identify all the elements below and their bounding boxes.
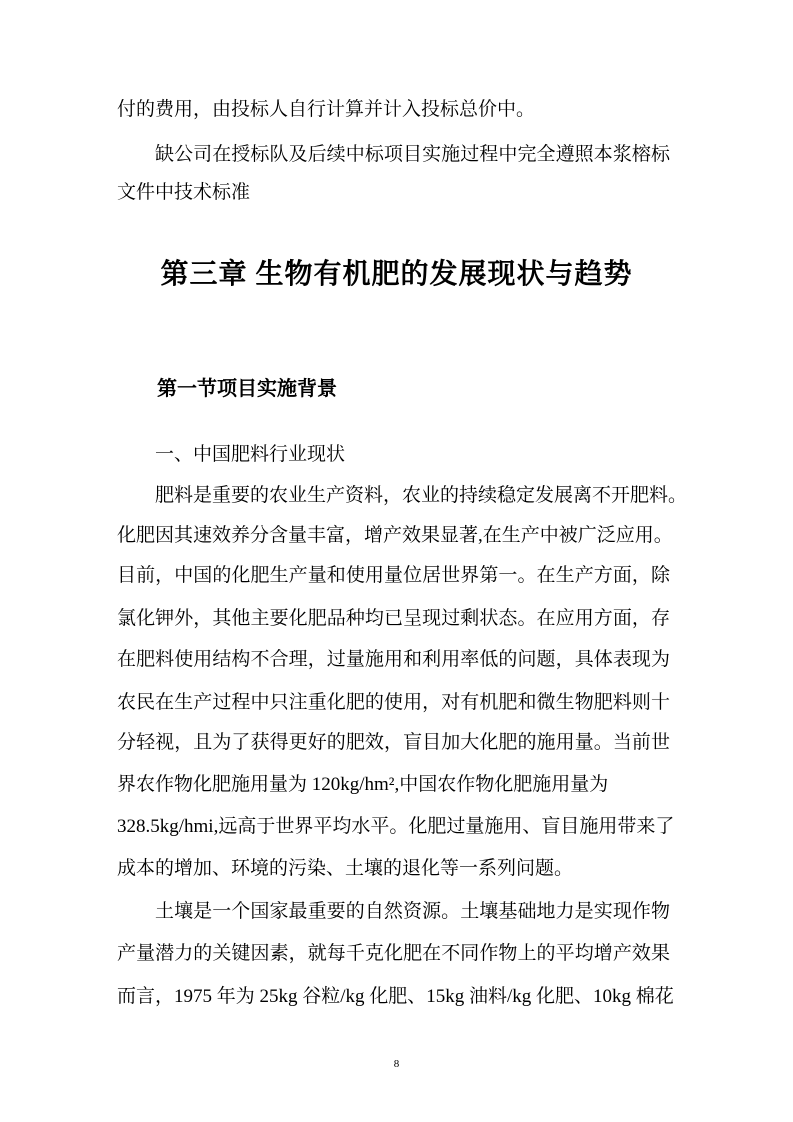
body-line: 而言，1975 年为 25kg 谷粒/kg 化肥、15kg 油料/kg 化肥、10kg 棉花 <box>117 986 674 1007</box>
chapter-title: 第三章 生物有机肥的发展现状与趋势 <box>160 259 633 290</box>
body-line: 肥料是重要的农业生产资料，农业的持续稳定发展离不开肥料。 <box>155 485 688 506</box>
body-line: 产量潜力的关键因素，就每千克化肥在不同作物上的平均增产效果 <box>117 943 670 964</box>
body-line: 成本的增加、环境的污染、土壤的退化等一系列问题。 <box>117 858 574 879</box>
page-number: 8 <box>393 1058 400 1070</box>
body-line: 分轻视，且为了获得更好的肥效，盲目加大化肥的施用量。当前世 <box>117 732 670 753</box>
subsection-title: 一、中国肥料行业现状 <box>155 444 346 465</box>
body-line: 土壤是一个国家最重要的自然资源。土壤基础地力是实现作物 <box>155 901 670 922</box>
body-line: 目前，中国的化肥生产量和使用量位居世界第一。在生产方面，除 <box>117 565 670 586</box>
body-line: 界农作物化肥施用量为 120kg/hm²,中国农作物化肥施用量为 <box>117 774 609 795</box>
section-title: 第一节项目实施背景 <box>157 378 337 400</box>
intro-line: 缺公司在授标队及后续中标项目实施过程中完全遵照本浆榕标 <box>155 144 670 165</box>
body-line: 在肥料使用结构不合理，过量施用和利用率低的问题，具体表现为 <box>117 649 670 670</box>
body-line: 氯化钾外，其他主要化肥品种均已呈现过剩状态。在应用方面，存 <box>117 608 670 629</box>
body-line: 328.5kg/hmi,远高于世界平均水平。化肥过量施用、盲目施用带来了 <box>117 816 675 837</box>
intro-line: 文件中技术标准 <box>117 182 251 203</box>
body-line: 化肥因其速效养分含量丰富，增产效果显著,在生产中被广泛应用。 <box>117 525 673 546</box>
body-line: 农民在生产过程中只注重化肥的使用，对有机肥和微生物肥料则十 <box>117 692 670 713</box>
intro-line: 付的费用，由投标人自行计算并计入投标总价中。 <box>117 99 536 120</box>
